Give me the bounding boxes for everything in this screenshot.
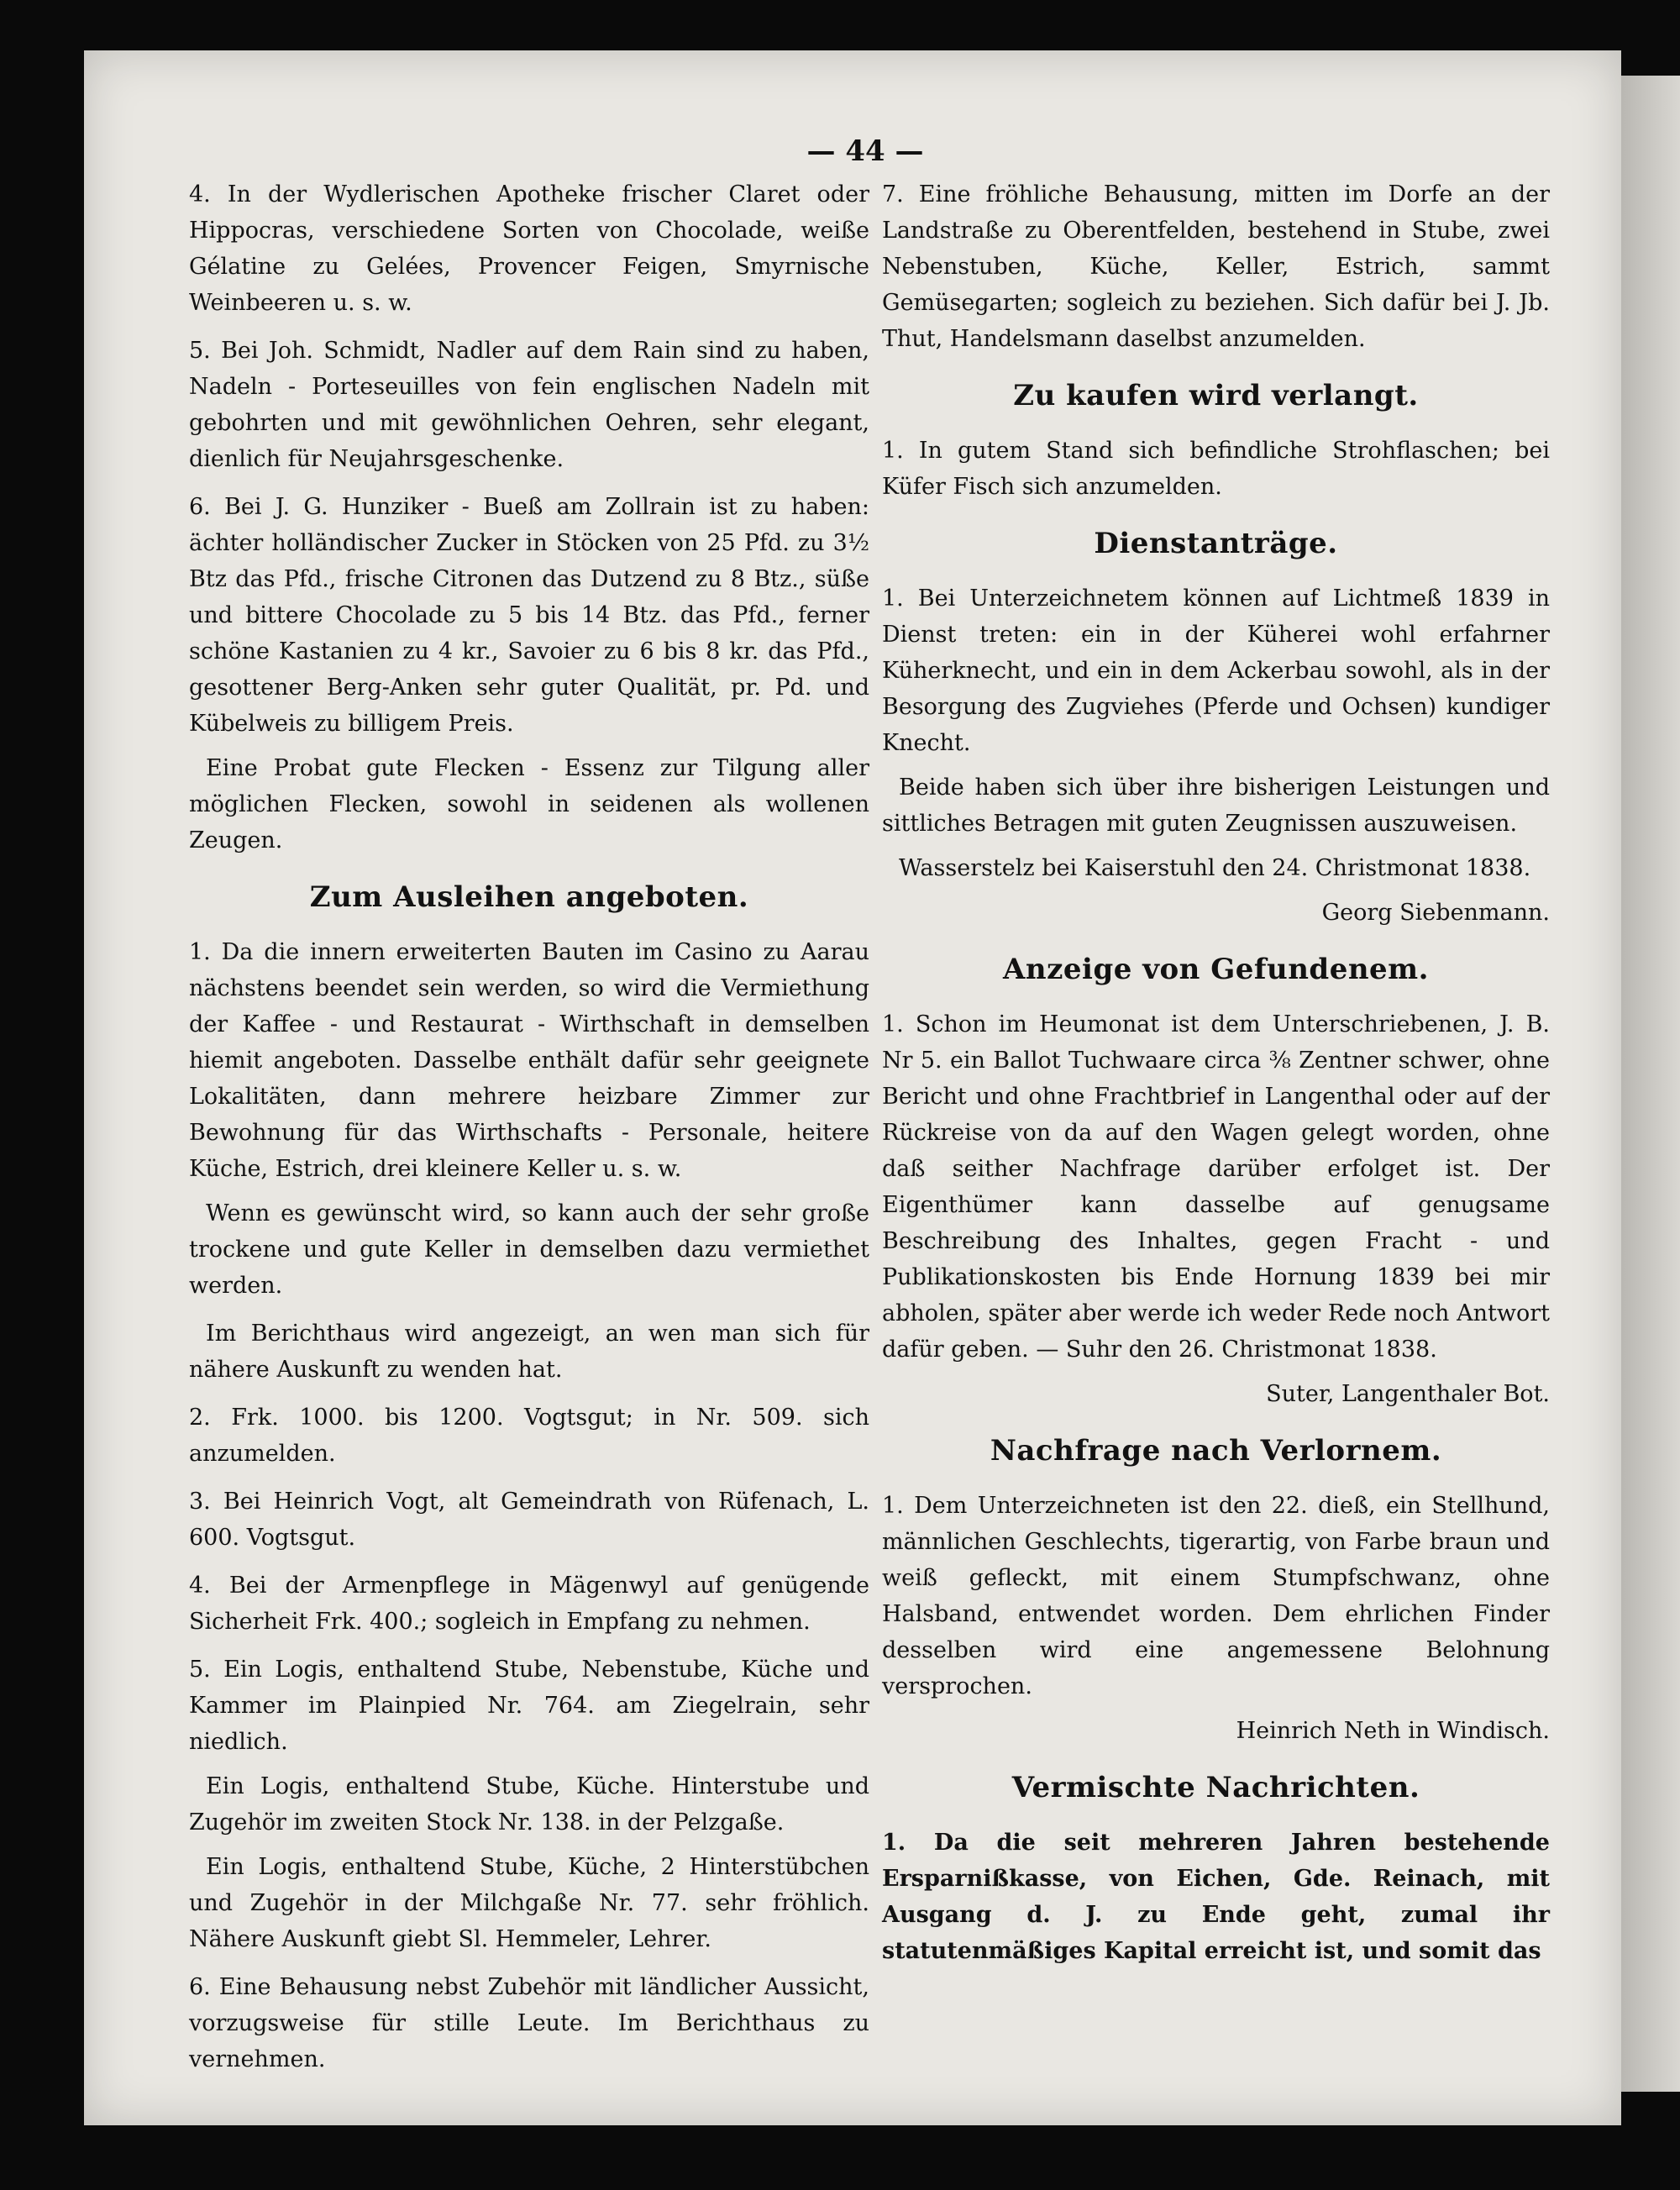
notice-paragraph: 5. Ein Logis, enthaltend Stube, Nebenstube, Küche und Kammer im Plainpied Nr. 764. am Ziegelrain, sehr niedlich. (189, 1657, 869, 1755)
signature: Heinrich Neth in Windisch. (1236, 1718, 1550, 1744)
right-column (882, 176, 1550, 1977)
notice-paragraph: Wenn es gewünscht wird, so kann auch der sehr große trockene und gute Keller in demselben dazu vermiethet werden. (189, 1200, 869, 1299)
notice-paragraph: 4. Bei der Armenpflege in Mägenwyl auf genügende Sicherheit Frk. 400.; sogleich in Empfang zu nehmen. (189, 1573, 869, 1635)
section-heading: Anzeige von Gefundenem. (1003, 953, 1429, 986)
notice-paragraph: 1. Schon im Heumonat ist dem Unterschriebenen, J. B. Nr 5. ein Ballot Tuchwaare circa ⅜ Zentner schwer, ohne Bericht und ohne Frachtbrief in Langenthal oder auf der Rückreise von da auf den Wagen gelegt worden, ohne daß seither Nachfrage darüber erfolget ist. Der Eigenthümer kann dasselbe auf genugsame Beschreibung des Inhaltes, gegen Fracht - und Publikationskosten bis Ende Hornung 1839 bei mir abholen, später aber werde ich weder Rede noch Antwort dafür geben. — Suhr den 26. Christmonat 1838. (882, 1011, 1550, 1363)
section-heading: Zum Ausleihen angeboten. (309, 880, 749, 914)
adjacent-page-edge (1621, 76, 1680, 2092)
notice-paragraph: 1. Da die seit mehreren Jahren bestehende Ersparnißkasse, von Eichen, Gde. Reinach, mit Ausgang d. J. zu Ende geht, zumal ihr statutenmäßiges Kapital erreicht ist, und somit das (882, 1830, 1550, 1964)
section-heading: Vermischte Nachrichten. (1011, 1771, 1420, 1804)
section-heading: Zu kaufen wird verlangt. (1013, 379, 1419, 412)
page-number: — 44 — (806, 134, 924, 168)
notice-paragraph: Eine Probat gute Flecken - Essenz zur Tilgung aller möglichen Flecken, sowohl in seidenen als wollenen Zeugen. (189, 755, 869, 853)
notice-paragraph: 2. Frk. 1000. bis 1200. Vogtsgut; in Nr. 509. sich anzumelden. (189, 1405, 869, 1467)
signature: Suter, Langenthaler Bot. (1266, 1381, 1550, 1407)
notice-paragraph: 6. Eine Behausung nebst Zubehör mit ländlicher Aussicht, vorzugsweise für stille Leute. Im Berichthaus zu vernehmen. (189, 1974, 869, 2072)
notice-paragraph: 7. Eine fröhliche Behausung, mitten im Dorfe an der Landstraße zu Oberentfelden, bestehend in Stube, zwei Nebenstuben, Küche, Keller, Estrich, sammt Gemüsegarten; sogleich zu beziehen. Sich dafür bei J. Jb. Thut, Handelsmann daselbst anzumelden. (882, 181, 1550, 352)
left-column (189, 176, 869, 2086)
section-heading: Nachfrage nach Verlornem. (990, 1434, 1442, 1468)
notice-paragraph: 1. Bei Unterzeichnetem können auf Lichtmeß 1839 in Dienst treten: ein in der Küherei wohl erfahrner Küherknecht, und ein in dem Ackerbau sowohl, als in der Besorgung des Zugviehes (Pferde und Ochsen) kundiger Knecht. (882, 586, 1550, 756)
signature: Georg Siebenmann. (1321, 900, 1550, 926)
notice-paragraph: Ein Logis, enthaltend Stube, Küche. Hinterstube und Zugehör im zweiten Stock Nr. 138. in der Pelzgaße. (189, 1773, 869, 1836)
section-heading: Dienstanträge. (1094, 527, 1338, 560)
notice-paragraph: Wasserstelz bei Kaiserstuhl den 24. Christmonat 1838. (899, 855, 1531, 881)
notice-paragraph: 1. Dem Unterzeichneten ist den 22. dieß, ein Stellhund, männlichen Geschlechts, tigerartig, von Farbe braun und weiß gefleckt, mit einem Stumpfschwanz, ohne Halsband, entwendet worden. Dem ehrlichen Finder desselben wird eine angemessene Belohnung versprochen. (882, 1493, 1550, 1699)
notice-paragraph: Ein Logis, enthaltend Stube, Küche, 2 Hinterstübchen und Zugehör in der Milchgaße Nr. 77. sehr fröhlich. Nähere Auskunft giebt Sl. Hemmeler, Lehrer. (189, 1854, 869, 1952)
notice-paragraph: 5. Bei Joh. Schmidt, Nadler auf dem Rain sind zu haben, Nadeln - Porteseuilles von fein englischen Nadeln mit gebohrten und mit gewöhnlichen Oehren, sehr elegant, dienlich für Neujahrsgeschenke. (189, 338, 869, 472)
notice-paragraph: 3. Bei Heinrich Vogt, alt Gemeindrath von Rüfenach, L. 600. Vogtsgut. (189, 1489, 869, 1551)
notice-paragraph: 1. Da die innern erweiterten Bauten im Casino zu Aarau nächstens beendet sein werden, so wird die Vermiethung der Kaffee - und Restaurat - Wirthschaft in demselben hiemit angeboten. Dasselbe enthält dafür sehr geeignete Lokalitäten, dann mehrere heizbare Zimmer zur Bewohnung für das Wirthschafts - Personale, heitere Küche, Estrich, drei kleinere Keller u. s. w. (189, 939, 869, 1182)
notice-paragraph: 4. In der Wydlerischen Apotheke frischer Claret oder Hippocras, verschiedene Sorten von Chocolade, weiße Gélatine zu Gelées, Provencer Feigen, Smyrnische Weinbeeren u. s. w. (189, 181, 869, 316)
notice-paragraph: Beide haben sich über ihre bisherigen Leistungen und sittliches Betragen mit guten Zeugnissen auszuweisen. (882, 775, 1550, 837)
notice-paragraph: Im Berichthaus wird angezeigt, an wen man sich für nähere Auskunft zu wenden hat. (189, 1321, 869, 1383)
notice-paragraph: 6. Bei J. G. Hunziker - Bueß am Zollrain ist zu haben: ächter holländischer Zucker in Stöcken von 25 Pfd. zu 3½ Btz das Pfd., frische Citronen das Dutzend zu 8 Btz., süße und bittere Chocolade zu 5 bis 14 Btz. das Pfd., ferner schöne Kastanien zu 4 kr., Savoier zu 6 bis 8 kr. das Pfd., gesottener Berg-Anken sehr guter Qualität, pr. Pd. und Kübelweis zu billigem Preis. (189, 494, 869, 737)
notice-paragraph: 1. In gutem Stand sich befindliche Strohflaschen; bei Küfer Fisch sich anzumelden. (882, 438, 1550, 500)
